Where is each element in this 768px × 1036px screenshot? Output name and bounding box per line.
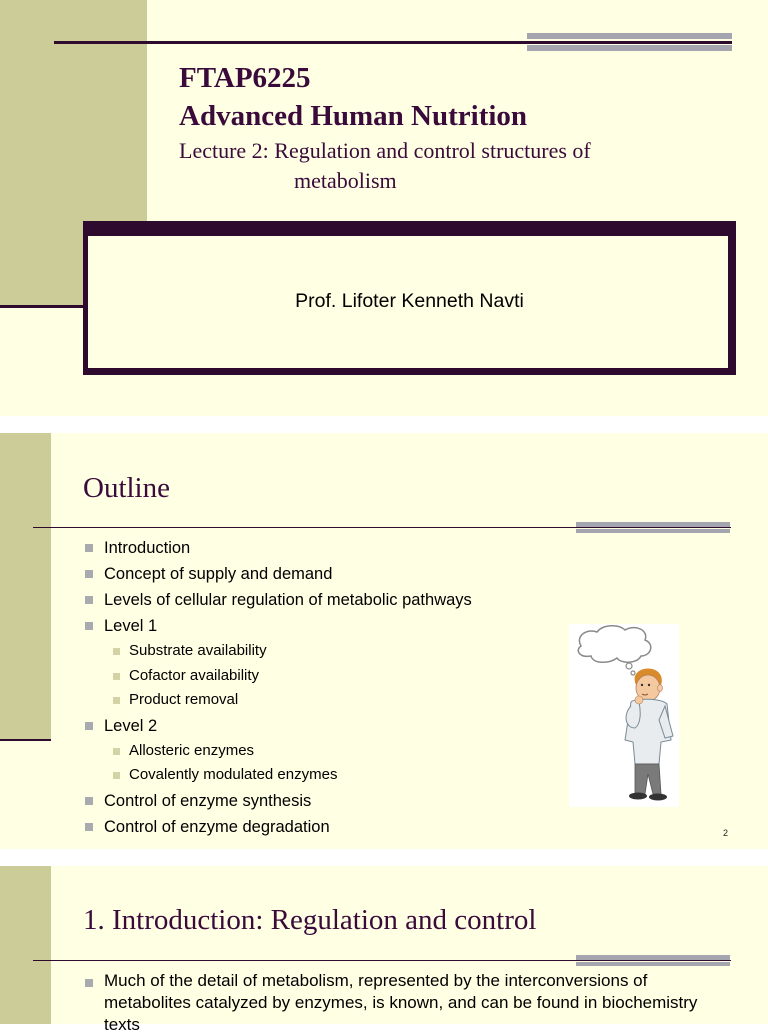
left-connector-rule <box>0 305 84 308</box>
gray-accent-bar <box>576 955 730 960</box>
outline-item: Levels of cellular regulation of metabolic pathways <box>82 587 552 613</box>
outline-slide <box>0 433 768 849</box>
outline-list <box>82 535 552 840</box>
gray-accent-bar-2 <box>576 962 730 966</box>
presenter-box <box>83 221 736 375</box>
section-heading: 1. Introduction: Regulation and control <box>83 904 537 936</box>
course-title: Advanced Human Nutrition <box>179 100 528 132</box>
outline-heading: Outline <box>83 472 170 504</box>
presenter-name: Prof. Lifoter Kenneth Navti <box>295 290 524 312</box>
outline-item: Control of enzyme degradation <box>82 814 552 840</box>
lecture-subtitle-line1: Lecture 2: Regulation and control structures of <box>179 138 591 163</box>
outline-subitem: Covalently modulated enzymes <box>82 763 552 788</box>
introduction-slide <box>0 866 768 1034</box>
outline-subitem: Product removal <box>82 688 552 713</box>
title-slide <box>0 0 768 416</box>
gray-accent-bar <box>576 522 730 527</box>
outline-item: Level 2 <box>82 713 552 739</box>
outline-subitem: Cofactor availability <box>82 664 552 689</box>
gray-accent-bar <box>527 33 732 39</box>
gray-accent-bar-2 <box>576 529 730 533</box>
olive-side-panel <box>0 866 51 1024</box>
outline-item: Concept of supply and demand <box>82 561 552 587</box>
outline-subitem: Allosteric enzymes <box>82 739 552 764</box>
heading-rule <box>33 527 731 528</box>
intro-bullets <box>82 970 732 1036</box>
outline-item: Introduction <box>82 535 552 561</box>
outline-item: Control of enzyme synthesis <box>82 788 552 814</box>
heading-rule <box>33 960 731 961</box>
intro-bullet: Much of the detail of metabolism, represented by the interconversions of metabolites catalyzed by enzymes, is known, and can be found in biochemistry texts <box>82 970 732 1036</box>
thinking-man-icon <box>569 624 679 807</box>
course-code: FTAP6225 <box>179 62 311 94</box>
gray-accent-bar-2 <box>527 45 732 51</box>
olive-side-panel <box>0 433 51 740</box>
top-rule <box>54 41 732 44</box>
outline-item: Level 1 <box>82 613 552 639</box>
outline-subitem: Substrate availability <box>82 639 552 664</box>
lecture-subtitle-line2: metabolism <box>294 168 397 193</box>
side-rule <box>0 739 51 741</box>
page-number: 2 <box>722 828 728 838</box>
